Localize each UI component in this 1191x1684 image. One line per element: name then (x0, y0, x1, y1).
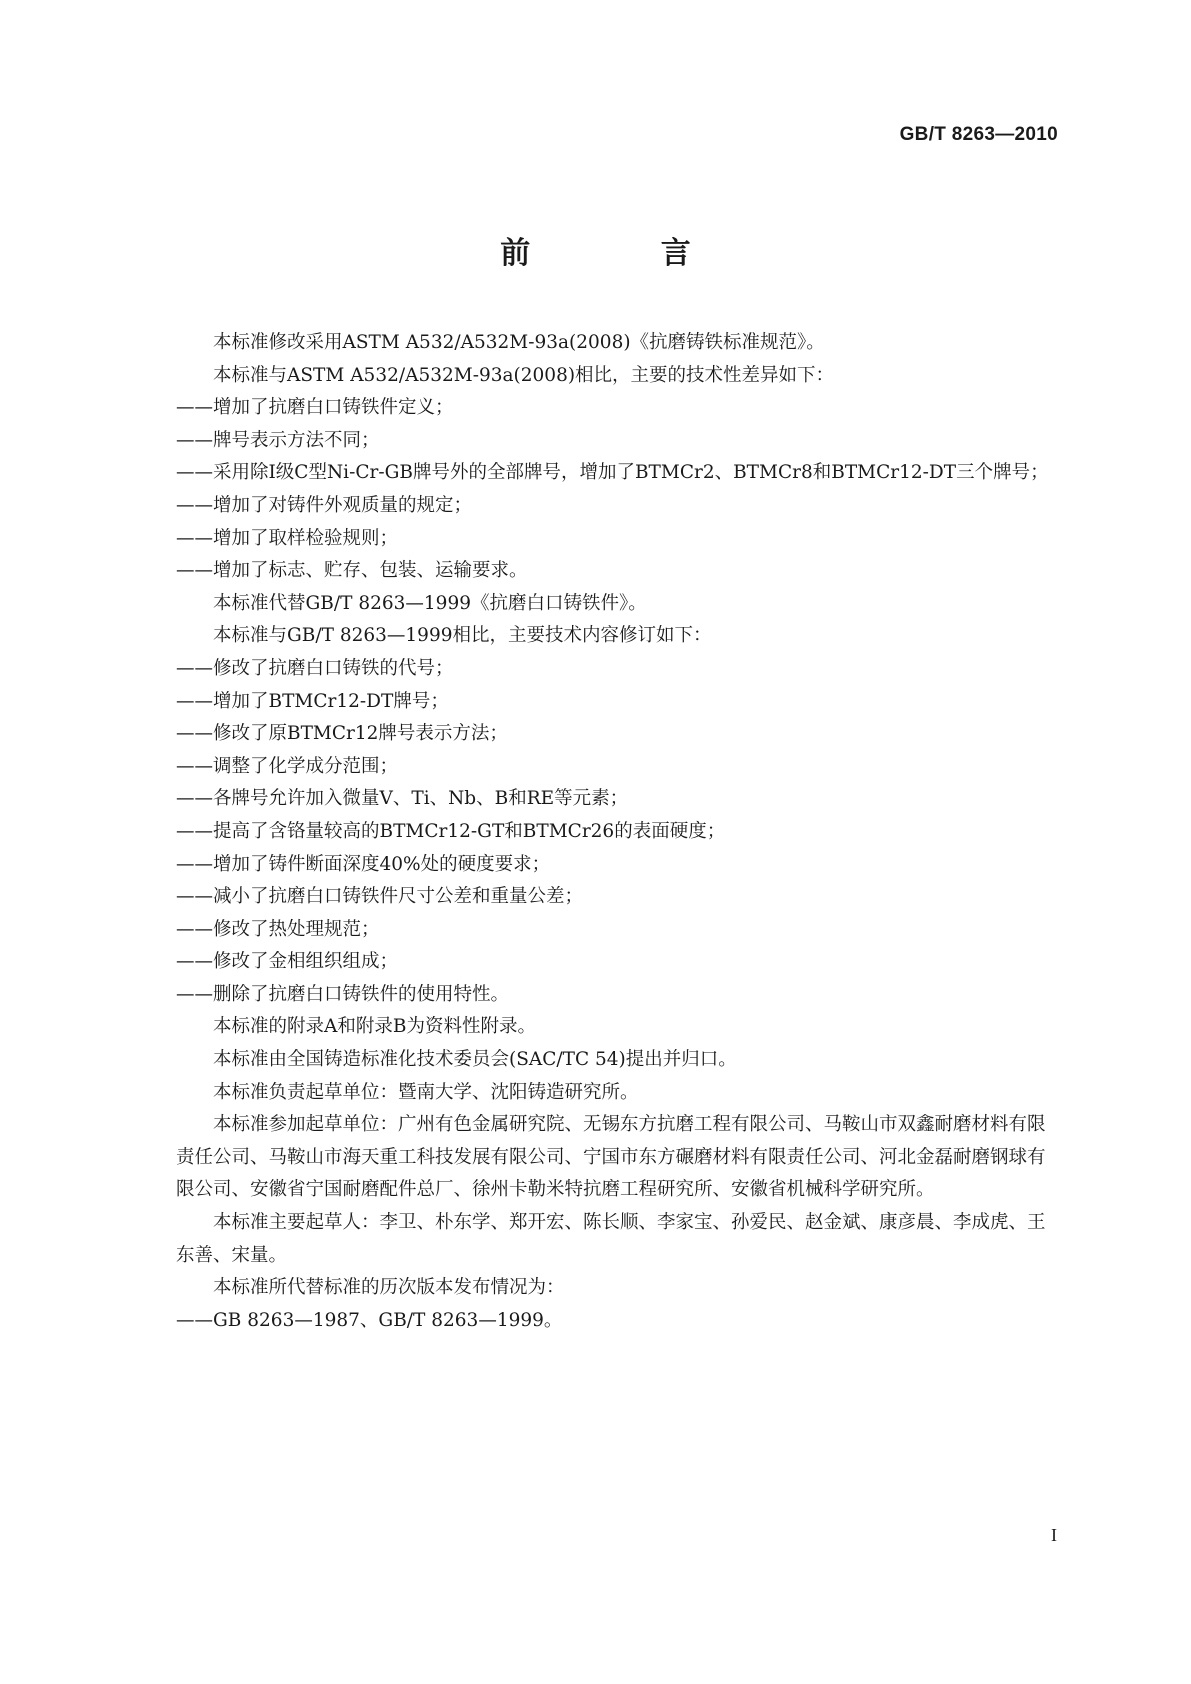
list-item: ——增加了抗磨白口铸铁件定义； (176, 397, 454, 419)
paragraph: 本标准所代替标准的历次版本发布情况为： (213, 1277, 565, 1299)
page-number: I (1051, 1525, 1057, 1545)
list-item: ——修改了原BTMCr12牌号表示方法； (176, 723, 508, 745)
paragraph: 本标准由全国铸造标准化技术委员会(SAC/TC 54)提出并归口。 (213, 1049, 737, 1071)
page-title: 前 言 (500, 236, 751, 271)
list-item: ——调整了化学成分范围； (176, 755, 399, 777)
document-body (176, 327, 1061, 1337)
paragraph: 本标准与ASTM A532/A532M-93a(2008)相比，主要的技术性差异如下： (213, 364, 835, 386)
list-item: ——增加了取样检验规则； (176, 527, 399, 549)
list-item: ——修改了抗磨白口铸铁的代号； (176, 657, 454, 679)
list-item: ——删除了抗磨白口铸铁件的使用特性。 (176, 983, 510, 1005)
list-item: ——增加了铸件断面深度40%处的硬度要求； (176, 853, 551, 875)
list-item: ——GB 8263—1987、GB/T 8263—1999。 (176, 1309, 563, 1331)
list-item: ——增加了对铸件外观质量的规定； (176, 494, 473, 516)
paragraph: 本标准负责起草单位：暨南大学、沈阳铸造研究所。 (213, 1081, 639, 1103)
paragraph: 本标准主要起草人：李卫、朴东学、郑开宏、陈长顺、李家宝、孙爱民、赵金斌、康彦晨、李成虎、王东善、宋量。 (176, 1212, 1046, 1266)
list-item: ——增加了标志、贮存、包装、运输要求。 (176, 560, 528, 582)
list-item: ——增加了BTMCr12-DT牌号； (176, 690, 449, 712)
list-item: ——采用除Ⅰ级C型Ni-Cr-GB牌号外的全部牌号，增加了BTMCr2、BTMCr8和BTMCr12-DT三个牌号； (176, 462, 1049, 484)
paragraph: 本标准代替GB/T 8263—1999《抗磨白口铸铁件》。 (213, 592, 647, 614)
list-item: ——提高了含铬量较高的BTMCr12-GT和BTMCr26的表面硬度； (176, 820, 726, 842)
list-item: ——修改了热处理规范； (176, 918, 380, 940)
standard-code: GB/T 8263—2010 (899, 124, 1058, 145)
list-item: ——减小了抗磨白口铸铁件尺寸公差和重量公差； (176, 886, 584, 908)
paragraph: 本标准修改采用ASTM A532/A532M-93a(2008)《抗磨铸铁标准规范》。 (213, 332, 825, 353)
paragraph: 本标准的附录A和附录B为资料性附录。 (213, 1016, 536, 1038)
paragraph: 本标准与GB/T 8263—1999相比，主要技术内容修订如下： (213, 625, 712, 647)
paragraph: 本标准参加起草单位：广州有色金属研究院、无锡东方抗磨工程有限公司、马鞍山市双鑫耐磨材料有限责任公司、马鞍山市海天重工科技发展有限公司、宁国市东方碾磨材料有限责任公司、河北金磊耐磨钢球有限公司、安徽省宁国耐磨配件总厂、徐州卡勒米特抗磨工程研究所、安徽省机械科学研究所。 (176, 1114, 1046, 1201)
list-item: ——修改了金相组织组成； (176, 951, 399, 973)
list-item: ——牌号表示方法不同； (176, 429, 380, 451)
list-item: ——各牌号允许加入微量V、Ti、Nb、B和RE等元素； (176, 788, 629, 810)
